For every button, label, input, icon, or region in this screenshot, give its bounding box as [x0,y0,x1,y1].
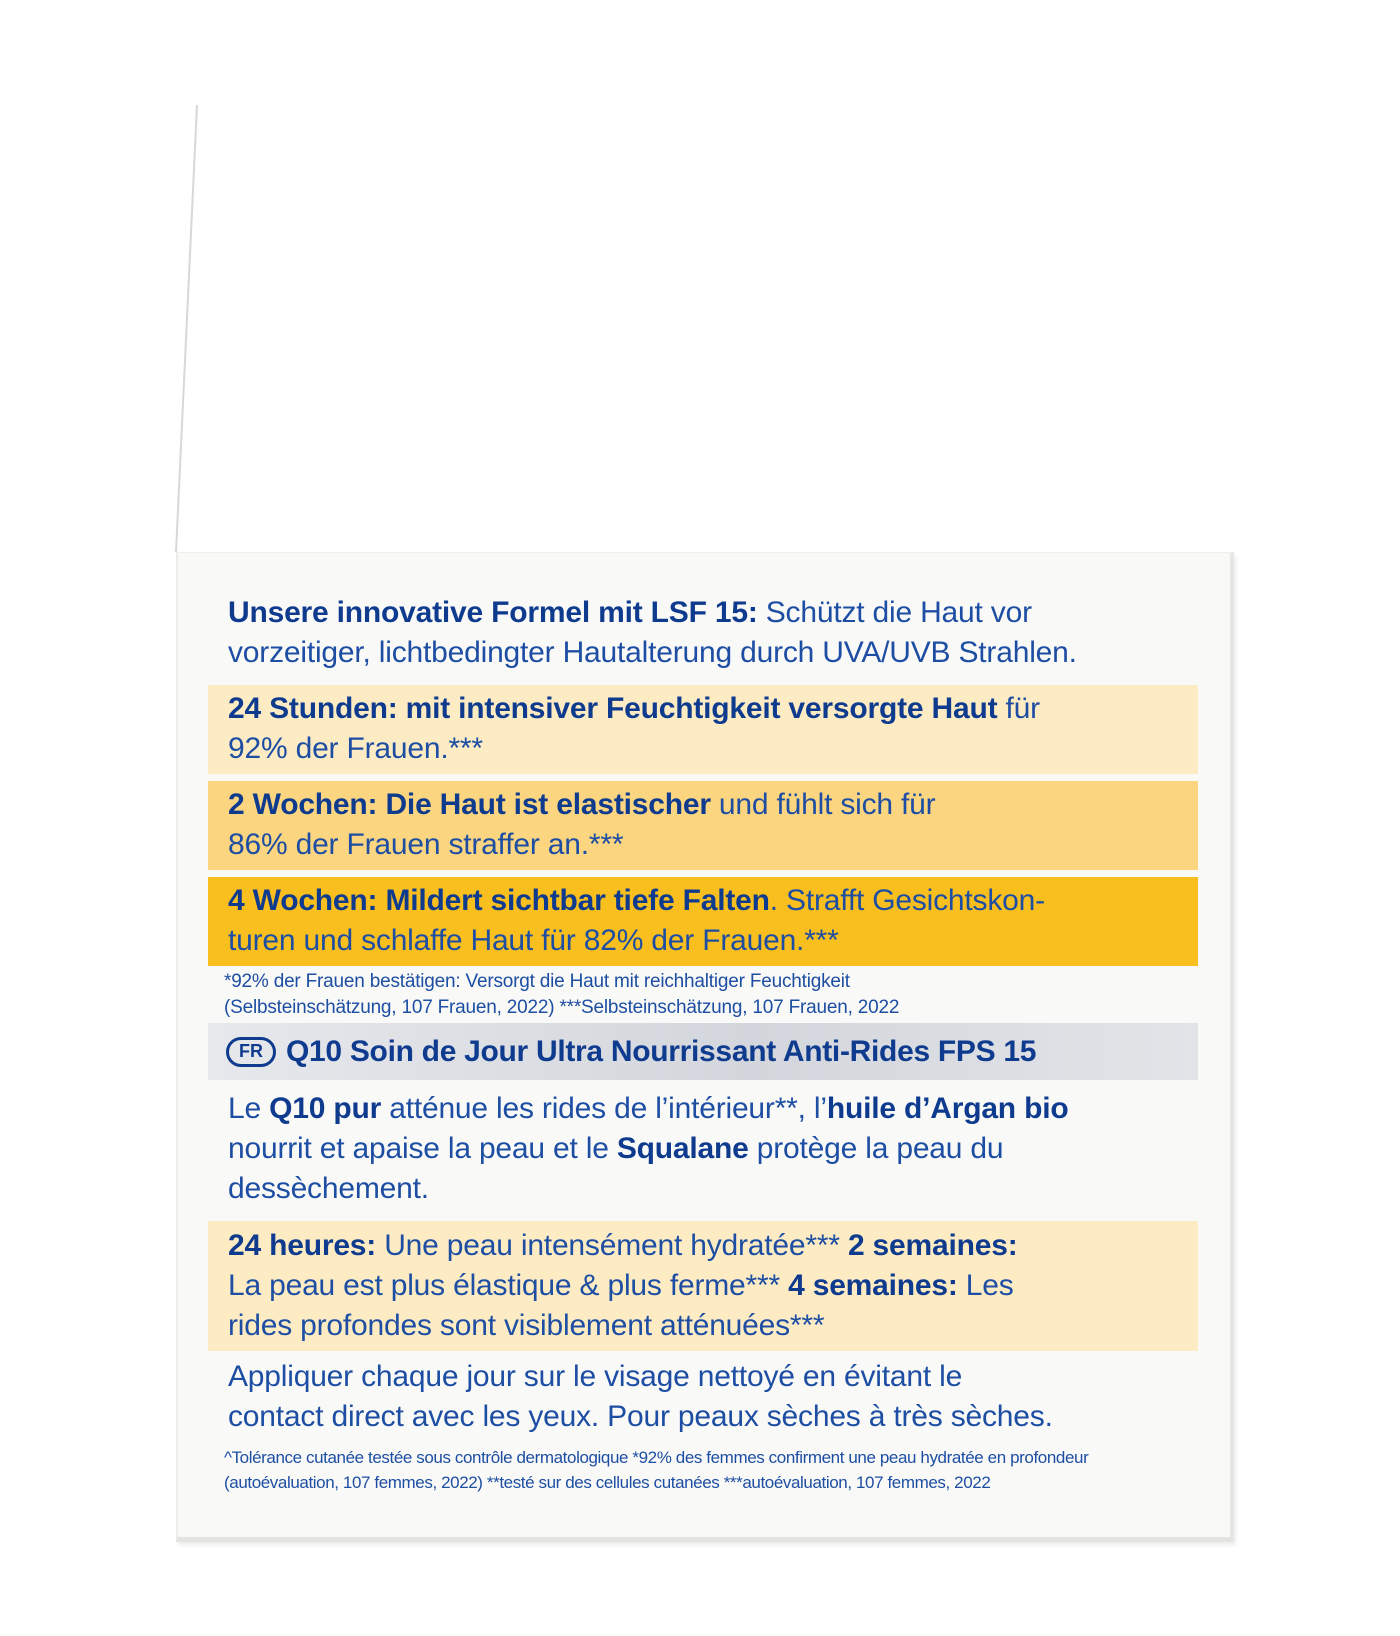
fr-desc-text: atténue les rides de l’intérieur**, l’ [381,1092,827,1125]
fr-desc-text: Le [228,1092,270,1125]
fr-footnote-line2: (autoévaluation, 107 femmes, 2022) **testé sur des cellules cutanées ***autoévaluation, 107 femmes, 2022 [224,1473,991,1492]
fr-claims-band [208,1221,1198,1351]
label-panel [176,552,1234,1542]
de-intro-line2: vorzeitiger, lichtbedingter Hautalterung durch UVA/UVB Strahlen. [228,636,1077,669]
fr-description [228,1089,1178,1209]
fr-footnote-line1: ^Tolérance cutanée testée sous contrôle dermatologique *92% des femmes confirment une peau hydratée en profondeur [224,1448,1089,1467]
fr-claim-2w: 2 semaines: [847,1229,1018,1262]
de-intro-rest: Schützt die Haut vor [757,596,1032,629]
fr-desc-text: protège la peau du [748,1132,1004,1165]
fr-claim-text: Une peau intensément hydratée*** [376,1229,848,1262]
fr-desc-squalane: Squalane [616,1132,749,1165]
de-claim-4w-bold: 4 Wochen: Mildert sichtbar tiefe Falten [228,884,770,917]
de-claim-4w-rest: . Strafft Gesichtskon- [769,884,1045,917]
fr-claim-24h: 24 heures: [228,1229,377,1262]
fr-product-title: Q10 Soin de Jour Ultra Nourrissant Anti-Rides FPS 15 [286,1034,1037,1068]
de-claim-24h-bold: 24 Stunden: mit intensiver Feuchtigkeit versorgte Haut [228,692,998,725]
de-claim-24h-line2: 92% der Frauen.*** [228,732,483,765]
de-claim-24h [208,685,1198,774]
de-footnote [224,969,1204,1021]
fr-usage [228,1357,1178,1437]
fr-desc-q10: Q10 pur [269,1092,382,1125]
de-claim-2w-rest: und fühlt sich für [710,788,936,821]
fr-desc-argan: huile d’Argan bio [826,1092,1069,1125]
de-footnote-line1: *92% der Frauen bestätigen: Versorgt die Haut mit reichhaltiger Feuchtigkeit [224,971,850,992]
fr-claim-text: rides profondes sont visiblement atténuées*** [228,1309,825,1342]
fr-usage-line2: contact direct avec les yeux. Pour peaux sèches à très sèches. [228,1400,1053,1433]
de-claim-24h-rest: für [997,692,1040,725]
fr-desc-text: nourrit et apaise la peau et le [228,1132,617,1165]
de-intro [228,593,1178,673]
de-intro-bold: Unsere innovative Formel mit LSF 15: [228,596,758,629]
de-claim-4w-line2: turen und schlaffe Haut für 82% der Frauen.*** [228,924,839,957]
de-footnote-line2: (Selbsteinschätzung, 107 Frauen, 2022) ***Selbsteinschätzung, 107 Frauen, 2022 [224,997,900,1018]
de-claim-2w-bold: 2 Wochen: Die Haut ist elastischer [228,788,711,821]
fr-footnote [224,1445,1204,1495]
fr-claim-text: Les [957,1269,1014,1302]
fr-language-badge: FR [226,1037,276,1067]
fr-usage-line1: Appliquer chaque jour sur le visage nettoyé en évitant le [228,1360,963,1393]
fr-desc-text: dessèchement. [228,1172,429,1205]
de-claim-2w-line2: 86% der Frauen straffer an.*** [228,828,624,861]
fr-claim-4w: 4 semaines: [788,1269,958,1302]
de-claim-2w [208,781,1198,870]
fr-claim-text: La peau est plus élastique & plus ferme*** [228,1269,789,1302]
fr-title-bar [208,1023,1198,1080]
de-claim-4w [208,877,1198,966]
